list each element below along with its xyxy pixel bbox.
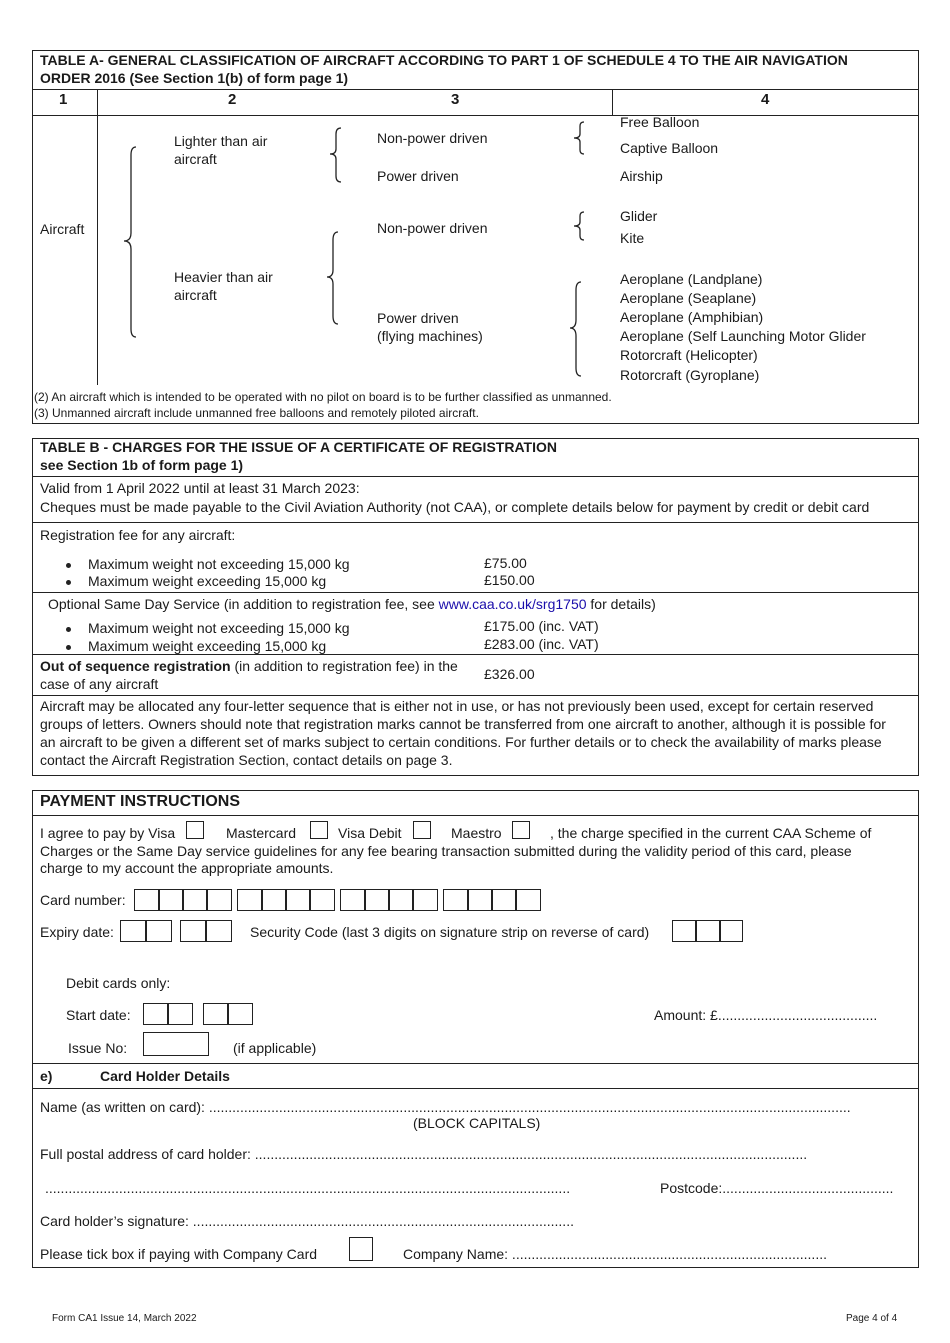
name-field[interactable]: Name (as written on card): ..................................................................................................................................................................... (40, 1099, 851, 1115)
divider (32, 815, 919, 816)
oos-line1 (40, 658, 458, 674)
divider (32, 522, 919, 523)
start-date-label: Start date: (66, 1007, 131, 1023)
brace-icon (323, 230, 341, 326)
amount-field[interactable]: Amount: £......................................... (654, 1007, 878, 1023)
note-3: (3) Unmanned aircraft include unmanned free balloons and remotely piloted aircraft. (34, 406, 479, 420)
kite: Kite (620, 230, 645, 246)
col-header-1: 1 (59, 91, 68, 108)
heavier-label-2: aircraft (174, 287, 217, 303)
visa-debit-checkbox[interactable] (413, 821, 431, 839)
same-day-line (48, 596, 656, 612)
divider (612, 89, 613, 115)
flying-machine: Rotorcraft (Helicopter) (620, 347, 758, 363)
divider (32, 89, 919, 90)
flying-machine: Aeroplane (Self Launching Motor Glider (620, 328, 866, 344)
table-b-title-line1: TABLE B - CHARGES FOR THE ISSUE OF A CERTIFICATE OF REGISTRATION (40, 439, 557, 455)
para-line: an aircraft to be given a different set of marks subject to certain conditions. For further details or to check the availability of marks please (40, 734, 882, 750)
divider (32, 476, 919, 477)
oos-line2: case of any aircraft (40, 676, 159, 692)
agree-line1-rest: , the charge specified in the current CAA Scheme of (550, 825, 872, 841)
card-number-group-1[interactable] (134, 889, 232, 911)
power-2-line2: (flying machines) (377, 328, 483, 344)
same-day-row-label: Maximum weight not exceeding 15,000 kg (88, 620, 350, 636)
card-number-label: Card number: (40, 892, 126, 908)
agree-line2: Charges or the Same Day service guidelines for any fee bearing transaction submitted during the validity period of this card, please (40, 843, 852, 859)
payment-title: PAYMENT INSTRUCTIONS (40, 793, 241, 810)
visa-debit-label: Visa Debit (338, 825, 402, 841)
debit-only-label: Debit cards only: (66, 975, 171, 991)
same-day-pre: Optional Same Day Service (in addition to registration fee, see (48, 596, 439, 612)
glider: Glider (620, 208, 658, 224)
flying-machine: Aeroplane (Seaplane) (620, 290, 757, 306)
card-holder-title: Card Holder Details (100, 1068, 230, 1084)
para-line: contact the Aircraft Registration Section, contact details on page 3. (40, 752, 453, 768)
reg-row-price: £150.00 (484, 572, 535, 588)
company-tick-label: Please tick box if paying with Company Card (40, 1246, 318, 1262)
divider (32, 115, 919, 116)
table-b-title-line2: see Section 1b of form page 1) (40, 457, 244, 473)
power-2-line1: Power driven (377, 310, 459, 326)
flying-machine: Aeroplane (Landplane) (620, 271, 763, 287)
block-capitals-label: (BLOCK CAPITALS) (413, 1115, 541, 1131)
bullet-icon (66, 580, 71, 585)
maestro-label: Maestro (451, 825, 502, 841)
divider (32, 695, 919, 696)
agree-label: I agree to pay by Visa (40, 825, 176, 841)
power-1: Power driven (377, 168, 459, 184)
same-day-link[interactable]: www.caa.co.uk/srg1750 (438, 596, 587, 612)
reg-row-label: Maximum weight exceeding 15,000 kg (88, 573, 327, 589)
card-number-group-4[interactable] (443, 889, 541, 911)
flying-machine: Rotorcraft (Gyroplane) (620, 367, 760, 383)
col-header-3: 3 (451, 91, 460, 108)
company-card-checkbox[interactable] (349, 1237, 373, 1261)
bullet-icon (66, 627, 71, 632)
address-line2-field[interactable]: ....................................................................................................................................... (45, 1180, 571, 1196)
issue-no-field[interactable] (143, 1032, 209, 1056)
maestro-checkbox[interactable] (512, 821, 530, 839)
divider (97, 115, 98, 385)
form-id: Form CA1 Issue 14, March 2022 (52, 1313, 197, 1324)
captive-balloon: Captive Balloon (620, 140, 719, 156)
mastercard-label: Mastercard (226, 825, 297, 841)
visa-checkbox[interactable] (186, 821, 204, 839)
expiry-month-field[interactable] (120, 920, 172, 942)
mastercard-checkbox[interactable] (310, 821, 328, 839)
divider (32, 592, 919, 593)
address-field[interactable]: Full postal address of card holder: .............................................................................................................................................. (40, 1146, 808, 1162)
non-power-1: Non-power driven (377, 130, 488, 146)
para-line: Aircraft may be allocated any four-letter sequence that is either not in use, or has not previously been used, except for certain reserved (40, 698, 874, 714)
issue-no-label: Issue No: (68, 1040, 128, 1056)
col-header-2: 2 (228, 91, 237, 108)
bullet-icon (66, 645, 71, 650)
start-year-field[interactable] (203, 1003, 253, 1025)
bullet-icon (66, 563, 71, 568)
company-name-field[interactable]: Company Name: ................................................................................. (403, 1246, 827, 1262)
airship: Airship (620, 168, 663, 184)
para-line: groups of letters. Owners should note that registration marks cannot be transferred from one aircraft to another, although it is possible for (40, 716, 886, 732)
postcode-field[interactable]: Postcode:............................................ (660, 1180, 894, 1196)
reg-fee-label: Registration fee for any aircraft: (40, 527, 236, 543)
table-a-title-line2: ORDER 2016 (See Section 1(b) of form page 1) (40, 70, 349, 86)
free-balloon: Free Balloon (620, 114, 700, 130)
brace-icon (120, 145, 140, 340)
oos-rest: (in addition to registration fee) in the (230, 658, 458, 674)
section-letter: e) (40, 1068, 53, 1084)
same-day-post: for details) (586, 596, 656, 612)
table-a-border (32, 50, 919, 424)
non-power-2: Non-power driven (377, 220, 488, 236)
divider (32, 654, 919, 655)
flying-machine: Aeroplane (Amphibian) (620, 309, 764, 325)
security-code-field[interactable] (672, 920, 743, 942)
valid-line: Valid from 1 April 2022 until at least 31 March 2023: (40, 480, 360, 496)
col-header-4: 4 (761, 91, 770, 108)
same-day-row-label: Maximum weight exceeding 15,000 kg (88, 638, 327, 654)
oos-price: £326.00 (484, 666, 535, 682)
start-month-field[interactable] (143, 1003, 193, 1025)
divider (97, 89, 98, 115)
brace-icon (566, 280, 584, 378)
reg-row-label: Maximum weight not exceeding 15,000 kg (88, 556, 350, 572)
agree-line3: charge to my account the appropriate amounts. (40, 860, 334, 876)
reg-row-price: £75.00 (484, 555, 527, 571)
same-day-row-price: £175.00 (inc. VAT) (484, 618, 599, 634)
table-a-title-line1: TABLE A- GENERAL CLASSIFICATION OF AIRCRAFT ACCORDING TO PART 1 OF SCHEDULE 4 TO THE AIR NAVIGATION (40, 52, 848, 68)
page-number: Page 4 of 4 (846, 1313, 898, 1324)
lighter-label-1: Lighter than air (174, 133, 268, 149)
cheques-line: Cheques must be made payable to the Civil Aviation Authority (not CAA), or complete details below for payment by credit or debit card (40, 499, 870, 515)
same-day-row-price: £283.00 (inc. VAT) (484, 636, 599, 652)
divider (32, 1063, 919, 1064)
aircraft-label: Aircraft (40, 221, 85, 237)
divider (32, 1088, 919, 1089)
brace-icon (571, 210, 587, 242)
if-applicable-label: (if applicable) (233, 1040, 317, 1056)
brace-icon (571, 120, 587, 156)
expiry-date-label: Expiry date: (40, 924, 114, 940)
security-code-label: Security Code (last 3 digits on signature strip on reverse of card) (250, 924, 650, 940)
note-2: (2) An aircraft which is intended to be operated with no pilot on board is to be further classified as unmanned. (34, 390, 612, 404)
heavier-label-1: Heavier than air (174, 269, 273, 285)
card-number-group-2[interactable] (237, 889, 335, 911)
signature-field[interactable]: Card holder’s signature: .................................................................................................. (40, 1213, 574, 1229)
lighter-label-2: aircraft (174, 151, 217, 167)
expiry-year-field[interactable] (180, 920, 232, 942)
card-number-group-3[interactable] (340, 889, 438, 911)
oos-bold: Out of sequence registration (40, 658, 231, 674)
brace-icon (326, 126, 344, 184)
